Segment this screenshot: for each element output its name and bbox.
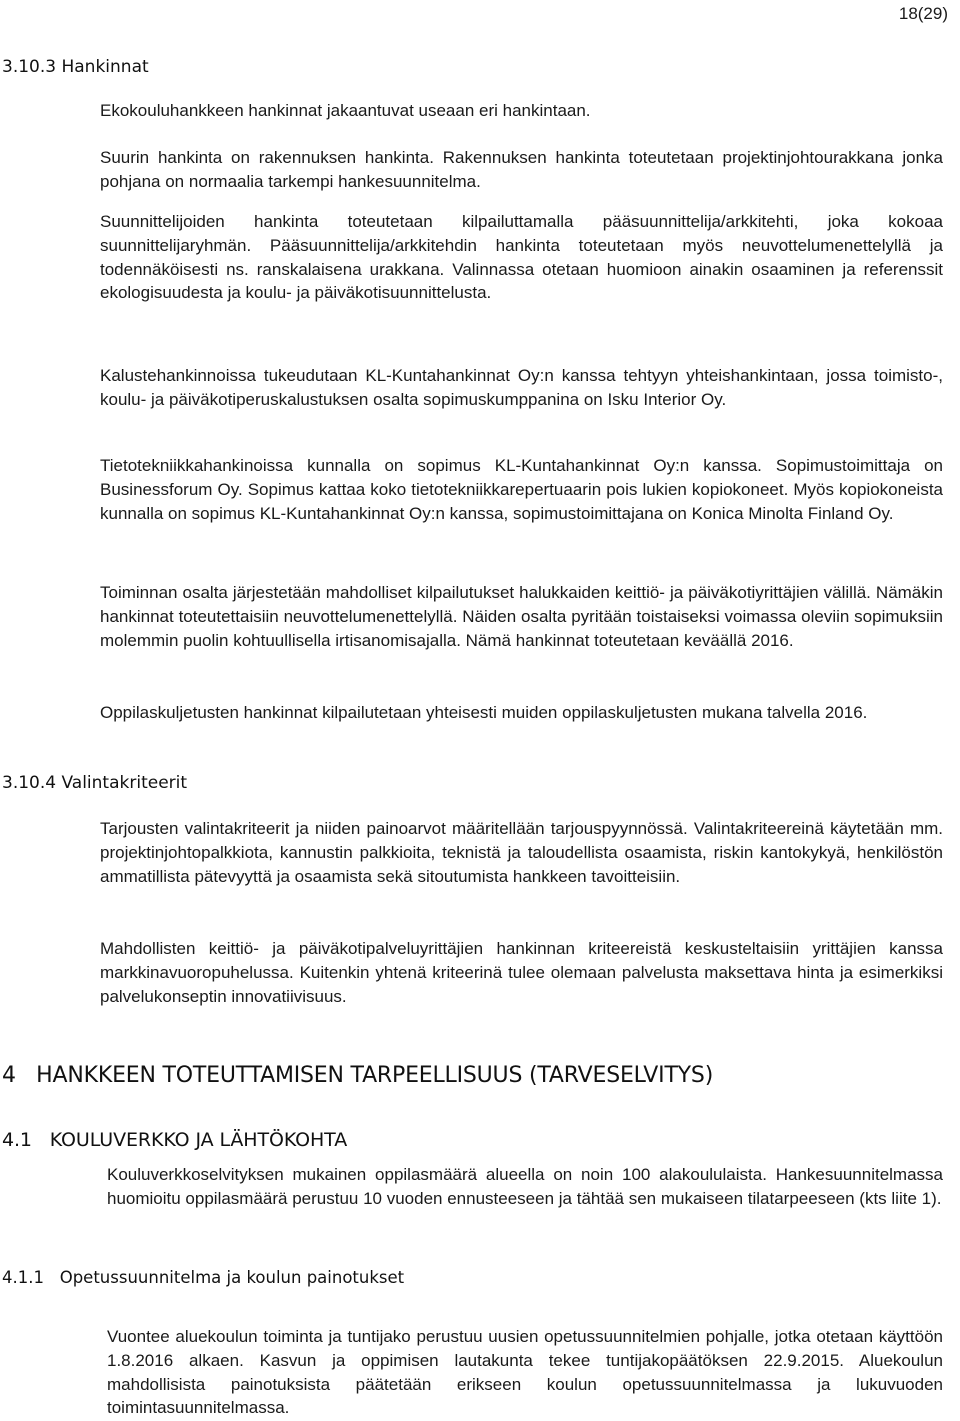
chapter-heading-4: 4 HANKKEEN TOTEUTTAMISEN TARPEELLISUUS (TARVESELVITYS) xyxy=(2,1063,714,1088)
paragraph: Suunnittelijoiden hankinta toteutetaan kilpailuttamalla pääsuunnittelija/arkkitehti, joka kokoaa suunnittelijaryhmän. Pääsuunnittelija/arkkitehdin hankinta toteutetaan myös neuvottelumenettelyllä ja todennäköisesti ns. ranskalaisena urakkana. Valinnassa otetaan huomioon ainakin osaaminen ja referenssit ekologisuudesta ja koulu- ja päiväkotisuunnittelusta. xyxy=(100,212,943,303)
paragraph: Oppilaskuljetusten hankinnat kilpailutetaan yhteisesti muiden oppilaskuljetusten mukana talvella 2016. xyxy=(100,703,868,722)
section-heading-4-1-1: 4.1.1 Opetussuunnitelma ja koulun painotukset xyxy=(2,1268,405,1287)
paragraph: Kouluverkkoselvityksen mukainen oppilasmäärä alueella on noin 100 alakoululaista. Hankesuunnitelmassa huomioitu oppilasmäärä perustuu 10 vuoden ennusteeseen ja tähtää sen mukaiseen tilatarpeeseen (kts liite 1). xyxy=(107,1165,943,1208)
paragraph: Tietotekniikkahankinoissa kunnalla on sopimus KL-Kuntahankinnat Oy:n kanssa. Sopimustoimittaja on Businessforum Oy. Sopimus kattaa koko tietotekniikkarepertuaarin pois lukien kopiokoneet. Myös kopiokoneista kunnalla on sopimus KL-Kuntahankinnat Oy:n kanssa, sopimustoimittajana on Konica Minolta Finland Oy. xyxy=(100,456,943,523)
paragraph: Kalustehankinnoissa tukeudutaan KL-Kuntahankinnat Oy:n kanssa tehtyyn yhteishankintaan, jossa toimisto-, koulu- ja päiväkotiperuskalustuksen osalta sopimuskumppanina on Isku Interior Oy. xyxy=(100,366,943,409)
paragraph: Toiminnan osalta järjestetään mahdolliset kilpailutukset halukkaiden keittiö- ja päiväkotiyrittäjien välillä. Nämäkin hankinnat toteutettaisiin neuvottelumenettelyllä. Näiden osalta pyritään toistaiseksi voimassa oleviin sopimuksiin molemmin puolin kohtuullisella irtisanomisajalla. Nämä hankinnat toteutetaan keväällä 2016. xyxy=(100,583,943,650)
paragraph: Tarjousten valintakriteerit ja niiden painoarvot määritellään tarjouspyynnössä. Valintakriteereinä käytetään mm. projektinjohtopalkkiota, kannustin palkkioita, teknistä ja taloudellista osaamista, riskin kantokykyä, henkilöstön ammatillista pätevyyttä ja osaamista sekä sitoutumista hankkeen tavoitteisiin. xyxy=(100,819,943,886)
section-heading-3-10-4: 3.10.4 Valintakriteerit xyxy=(2,773,188,793)
page-number: 18(29) xyxy=(898,4,948,23)
paragraph: Vuontee aluekoulun toiminta ja tuntijako perustuu uusien opetussuunnitelmien pohjalle, jotka otetaan käyttöön 1.8.2016 alkaen. Kasvun ja oppimisen lautakunta tekee tuntijakopäätöksen 22.9.2015. Aluekoulun mahdollisista painotuksista päätetään erikseen koulun opetussuunnitelmassa ja lukuvuoden toimintasuunnitelmassa. xyxy=(107,1327,943,1418)
section-heading-3-10-3: 3.10.3 Hankinnat xyxy=(2,57,149,77)
paragraph: Mahdollisten keittiö- ja päiväkotipalveluyrittäjien hankinnan kriteereistä keskusteltaisiin yrittäjien kanssa markkinavuoropuhelussa. Kuitenkin yhtenä kriteerinä tulee olemaan palvelusta maksettava hinta ja esimerkiksi palvelukonseptin innovatiivisuus. xyxy=(100,939,943,1006)
paragraph: Suurin hankinta on rakennuksen hankinta. Rakennuksen hankinta toteutetaan projektinjohtourakkana jonka pohjana on normaalia tarkempi hankesuunnitelma. xyxy=(100,148,943,191)
section-heading-4-1: 4.1 KOULUVERKKO JA LÄHTÖKOHTA xyxy=(2,1129,348,1151)
paragraph: Ekokouluhankkeen hankinnat jakaantuvat useaan eri hankintaan. xyxy=(100,101,591,120)
